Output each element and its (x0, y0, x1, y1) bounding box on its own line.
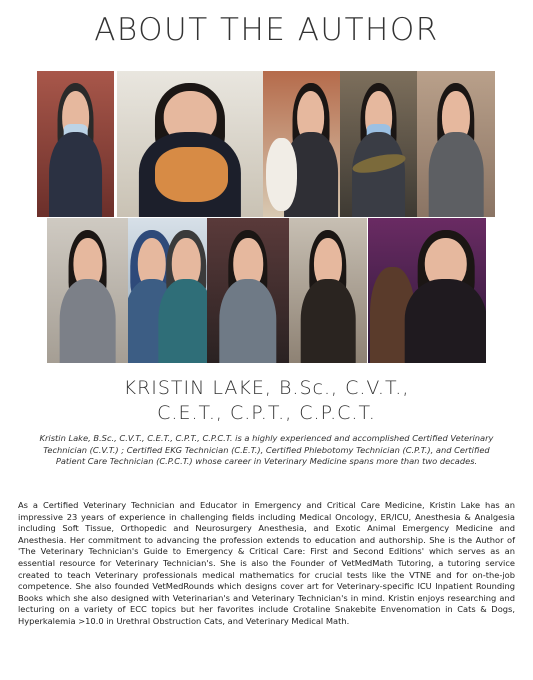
photo-necklace (289, 218, 367, 363)
author-name-line2: C.E.T., C.P.T., C.P.C.T. (157, 402, 376, 424)
photo-with-cat (117, 71, 263, 217)
photo-gray-hoodie (47, 218, 128, 363)
photo-with-snake (340, 71, 417, 217)
photo-dark-studio (207, 218, 289, 363)
photo-gray-scrubs (417, 71, 495, 217)
photo-with-friend (368, 218, 486, 363)
author-name-line1: KRISTIN LAKE, B.Sc., C.V.T., (123, 377, 410, 399)
photo-scrubs-mask (37, 71, 114, 217)
photo-with-dog (263, 71, 340, 217)
intro-paragraph: Kristin Lake, B.Sc., C.V.T., C.E.T., C.P.T., C.P.C.T. is a highly experienced and accomplished Certified Veterinary Technician (C.V.T.) ; Certified EKG Technician (C.E.T.), Certified Phlebotomy Technician (C.P.T.), and Certified Patient Care Technician (C.P.C.T.) whose career in Veterinary Medicine spans more than two decades. (39, 433, 494, 467)
page-title: ABOUT THE AUTHOR (94, 12, 439, 48)
photo-beanie-sunglasses (128, 218, 207, 363)
bio-paragraph: As a Certified Veterinary Technician and Educator in Emergency and Critical Care Medicine, Kristin Lake has an impressive 23 years of experience in challenging fields including Medical Oncology, ER/ICU, Anesthesia & Analgesia including Soft Tissue, Orthopedic and Neurosurgery Anesthesia, and Exotic Animal Emergency Medicine and Anesthesia. Her commitment to advancing the profession extends to education and authorship. She is the Author of 'The Veterinary Technician's Guide to Emergency & Critical Care: First and Second Editions' which serves as an essential resource for Veterinary Technician's. She is also the Founder of VetMedMath Tutoring, a tutoring service created to teach Veterinary professionals medical mathematics for crucial tests like the VTNE and for on-the-job competence. She also founded VetMedRounds which designs cover art for Veterinary-specific ICU Inpatient Rounding Books which she also designed with Veterinarian's and Veterinary Technician's in mind. Kristin enjoys researching and lecturing on a variety of ECC topics but her favorites include Crotaline Snakebite Envenomation in Cats & Dogs, Hyperkalemia >10.0 in Urethral Obstruction Cats, and Veterinary Medical Math. (18, 500, 515, 626)
